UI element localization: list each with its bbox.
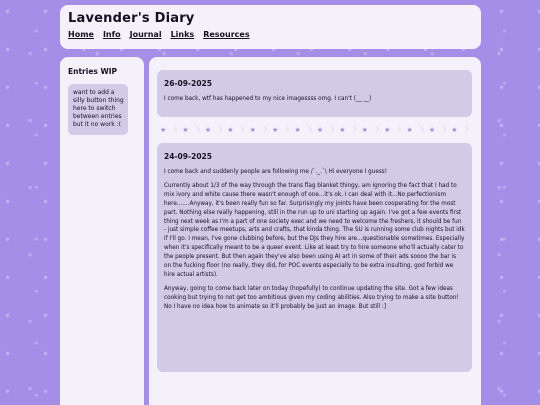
moon-icon: ☽ bbox=[216, 125, 223, 134]
moon-icon: ☽ bbox=[417, 125, 424, 134]
star-icon: ★ bbox=[294, 125, 301, 134]
star-icon: ★ bbox=[249, 125, 256, 134]
main-nav bbox=[68, 30, 473, 39]
nav-link-home[interactable]: Home bbox=[68, 30, 94, 39]
moon-icon: ☽ bbox=[238, 125, 245, 134]
journal-main[interactable] bbox=[149, 57, 481, 405]
star-icon: ★ bbox=[272, 125, 279, 134]
nav-link-links[interactable]: Links bbox=[170, 30, 195, 39]
moon-icon: ☽ bbox=[395, 125, 402, 134]
sidebar-title: Entries WIP bbox=[68, 67, 118, 76]
moon-icon: ☽ bbox=[440, 125, 447, 134]
star-moon-divider bbox=[157, 117, 472, 143]
nav-link-journal[interactable]: Journal bbox=[129, 30, 162, 39]
site-title: Lavender's Diary bbox=[68, 11, 195, 26]
star-icon: ★ bbox=[428, 125, 436, 134]
star-icon: ★ bbox=[204, 125, 212, 134]
entry-paragraph: Currently about 1/3 of the way through the trans flag blanket thingy, am ignoring the fact that I had to mix ivory and white cause there wasn't enough of one...it's ok, I can deal with it...No perfectionism here.......Anyway, it's been really fun so far. Surprisingly my joints have been cooperating for the most part. Nothing else really happening, still in the run up to uni starting up again. I've got a few events first thing next week as I'm a part of one society exec and we need to welcome the freshers, it should be fun - just simple coffee meetups, arts and crafts, that kinda thing. The SU is running some club nights but idk if I'll go. I mean, I've gone clubbing before, but the DJs they hire are...questionable sometimes. Especially when it's specifically meant to be a queer event. Like at least try to hire someone who'll actually cater to the people present. But then again they've also been using AI art in some of their ads soooo the bar is on the fucking floor (no really, they did, for POC events especially to be extra insulting, god forbid we hire actual artists). bbox=[164, 182, 465, 278]
entry-paragraph: I come back and suddenly people are following me /`._.`\ Hi everyone I guess! bbox=[164, 169, 388, 175]
moon-icon: ☽ bbox=[305, 125, 312, 134]
moon-icon: ☽ bbox=[193, 125, 200, 134]
moon-icon: ☽ bbox=[350, 125, 357, 134]
site-header bbox=[60, 5, 481, 49]
star-icon: ★ bbox=[361, 125, 368, 134]
moon-icon: ☽ bbox=[372, 125, 380, 134]
entry-date: 26-09-2025 bbox=[164, 79, 212, 88]
entry-paragraph: I come back, wtf has happened to my nice imagessss omg. I can't (__ __) bbox=[164, 96, 372, 102]
entry-paragraph: Anyway, going to come back later on today (hopefully) to continue updating the site. Got a few ideas cooking but trying to not get too ambitious given my coding abilities. Also trying to make a site button! No I have no idea how to animate so it'll probably be just an image. But still :] bbox=[164, 285, 459, 310]
star-icon: ★ bbox=[384, 125, 391, 134]
nav-link-resources[interactable]: Resources bbox=[203, 30, 250, 39]
star-icon: ★ bbox=[339, 125, 346, 134]
moon-icon: ☽ bbox=[260, 125, 268, 134]
star-icon: ★ bbox=[406, 125, 413, 134]
star-icon: ★ bbox=[182, 125, 189, 134]
star-icon: ★ bbox=[160, 125, 167, 134]
star-icon: ★ bbox=[227, 125, 234, 134]
moon-icon: ☽ bbox=[462, 125, 469, 134]
moon-icon: ☽ bbox=[283, 125, 290, 134]
moon-icon: ☽ bbox=[328, 125, 335, 134]
sidebar bbox=[60, 57, 144, 405]
wip-note: want to add a silly button thing here to switch between entries but it no work :( bbox=[68, 84, 128, 135]
journal-entry bbox=[157, 70, 472, 117]
star-icon: ★ bbox=[316, 125, 324, 134]
journal-entry bbox=[157, 143, 472, 372]
moon-icon: ☽ bbox=[171, 125, 178, 134]
nav-link-info[interactable]: Info bbox=[102, 30, 121, 39]
entry-date: 24-09-2025 bbox=[164, 152, 212, 161]
star-icon: ★ bbox=[451, 125, 458, 134]
